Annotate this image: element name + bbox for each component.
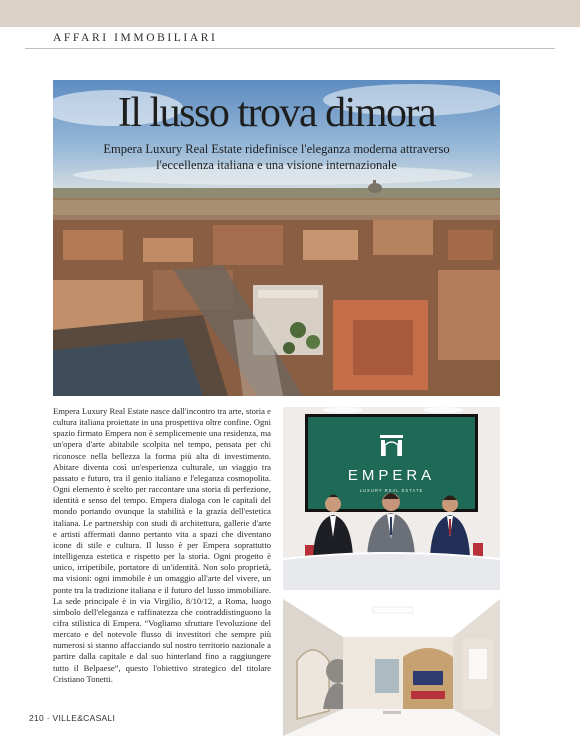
article-body: Empera Luxury Real Estate nasce dall'incontro tra arte, storia e cultura italiana proiettate in una prospettiva oltre confine. Ogni spazio firmato Empera non è semplicemente una residenza, ma un'opera d'arte abitabile scolpita nel tempo, pensata per chi riconosce nella bellezza la forma più alta di investimento. Abitare diventa così un'esperienza culturale, un viaggio tra passato e futuro, tra il genio italiano e l'eleganza cosmopolita. Ogni elemento è scelto per raccontare una storia di perfezione, identità e senso del tempo. Empera dialoga con le capitali del mondo portando ovunque la stabilità e la grazia dell'estetica italiana. Le partnership con studi di architettura, gallerie d'arte e artisti affermati danno pertanto vita a spazi che diventano icone di stile e cultura. Il lusso è per Empera soprattutto intelligenza estetica e rispetto per la storia. Ogni progetto è unico, irripetibile, portatore di un'identità. Non solo proprietà, ma visioni: ogni immobile è un omaggio all'arte del vivere, un ponte tra la tradizione italiana e il futuro del lusso immobiliare. La sede principale è in via Virgilio, 8/10/12, a Roma, luogo simbolo dell'eleganza e raffinatezza che contraddistinguono la cifra stilistica di Empera. “Vogliamo sfruttare l'evoluzione del mercato e del notevole flusso di investitori che sempre più numerosi si stanno affacciando sul nostro territorio nazionale a partire dalla capitale e dal suo hinterland fino a raggiungere tutto il Belpaese”, questo l'obiettivo strategico del titolare Cristiano Tonetti.: [53, 406, 271, 684]
hero-photo: [53, 80, 500, 396]
hero-subtitle: Empera Luxury Real Estate ridefinisce l'eleganza moderna attraverso l'eccellenza italiana e una visione internazionale: [103, 142, 450, 172]
office-brand-tagline: LUXURY REAL ESTATE: [359, 488, 424, 493]
top-color-band: [0, 0, 580, 27]
page-footer: 210 · VILLE&CASALI: [29, 713, 116, 723]
office-team-photo: [283, 407, 500, 590]
hero-title: Il lusso trova dimora: [117, 90, 436, 136]
header-rule: [25, 48, 555, 49]
section-label: AFFARI IMMOBILIARI: [53, 32, 218, 44]
office-brand-name: EMPERA: [347, 467, 436, 484]
interior-photo: [283, 599, 500, 736]
office-illustration: [283, 407, 500, 590]
interior-illustration: [283, 599, 500, 736]
